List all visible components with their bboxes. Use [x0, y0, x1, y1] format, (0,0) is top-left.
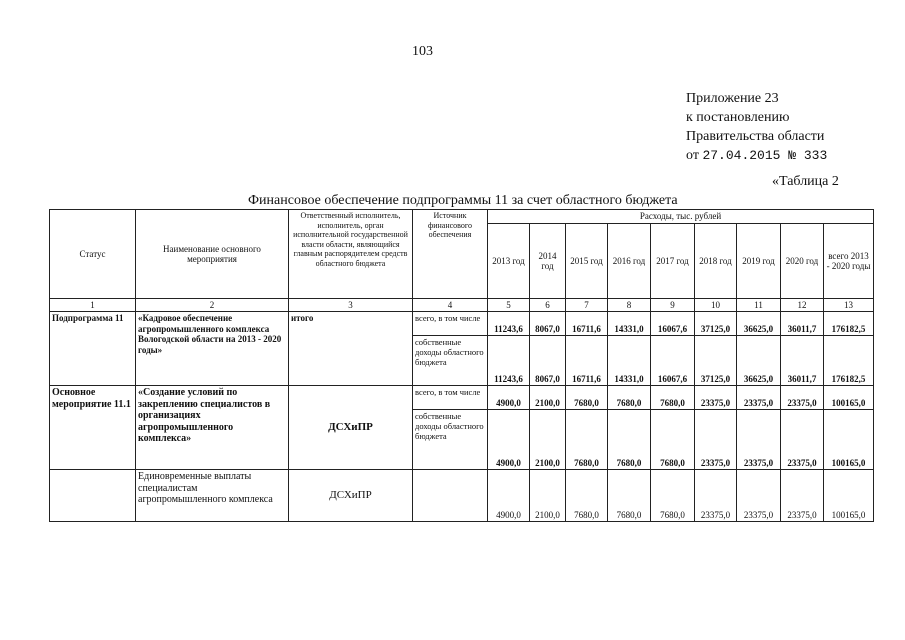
table-row [50, 386, 874, 410]
header-year-2017: 2017 год [651, 224, 695, 299]
row-executor: ДСХиПР [289, 470, 413, 522]
column-number: 6 [530, 299, 566, 312]
value-cell: 176182,5 [824, 336, 874, 386]
column-number: 13 [824, 299, 874, 312]
row-name: Единовременные выплаты специалистам агропромышленного комплекса [136, 470, 289, 522]
table-row [50, 470, 874, 522]
finance-table [49, 209, 874, 522]
row-executor: итого [289, 312, 413, 386]
page-number: 103 [412, 44, 433, 59]
header-name: Наименование основного мероприятия [136, 210, 289, 299]
value-cell: 23375,0 [695, 410, 737, 470]
value-cell: 23375,0 [737, 410, 781, 470]
row-name: «Создание условий по закреплению специалистов в организациях агропромышленного комплекса» [136, 386, 289, 470]
value-cell: 23375,0 [781, 470, 824, 522]
value-cell: 4900,0 [488, 386, 530, 410]
row-executor: ДСХиПР [289, 386, 413, 470]
row-name: «Кадровое обеспечение агропромышленного комплекса Вологодской области на 2013 - 2020 годы» [136, 312, 289, 386]
header-year-2020: 2020 год [781, 224, 824, 299]
value-cell: 2100,0 [530, 410, 566, 470]
value-cell: 36011,7 [781, 312, 824, 336]
column-number: 9 [651, 299, 695, 312]
column-number: 8 [608, 299, 651, 312]
row-source: собственные доходы областного бюджета [413, 336, 488, 386]
header-status: Статус [50, 210, 136, 299]
value-cell: 7680,0 [608, 386, 651, 410]
value-cell: 23375,0 [737, 386, 781, 410]
value-cell: 23375,0 [737, 470, 781, 522]
value-cell: 36625,0 [737, 336, 781, 386]
value-cell: 16067,6 [651, 312, 695, 336]
row-status: Подпрограмма 11 [50, 312, 136, 386]
column-number: 3 [289, 299, 413, 312]
header-year-2015: 2015 год [566, 224, 608, 299]
row-source [413, 470, 488, 522]
value-cell: 100165,0 [824, 410, 874, 470]
value-cell: 100165,0 [824, 470, 874, 522]
value-cell: 23375,0 [695, 470, 737, 522]
value-cell: 7680,0 [566, 470, 608, 522]
appendix-date-prefix: от [686, 148, 699, 163]
column-number: 10 [695, 299, 737, 312]
value-cell: 36625,0 [737, 312, 781, 336]
value-cell: 2100,0 [530, 470, 566, 522]
header-year-2019: 2019 год [737, 224, 781, 299]
value-cell: 4900,0 [488, 410, 530, 470]
column-number: 12 [781, 299, 824, 312]
table-label: «Таблица 2 [772, 174, 839, 189]
value-cell: 4900,0 [488, 470, 530, 522]
value-cell: 11243,6 [488, 336, 530, 386]
value-cell: 7680,0 [651, 410, 695, 470]
table-title: Финансовое обеспечение подпрограммы 11 за счет областного бюджета [248, 193, 678, 208]
header-year-2014: 2014 год [530, 224, 566, 299]
header-year-2013: 2013 год [488, 224, 530, 299]
value-cell: 23375,0 [781, 410, 824, 470]
value-cell: 11243,6 [488, 312, 530, 336]
header-executor: Ответственный исполнитель, исполнитель, орган исполнительной государственной власти области, являющийся главным распорядителем средств областного бюджета [289, 210, 413, 299]
row-status [50, 470, 136, 522]
value-cell: 23375,0 [781, 386, 824, 410]
column-number: 4 [413, 299, 488, 312]
column-number: 2 [136, 299, 289, 312]
value-cell: 7680,0 [608, 410, 651, 470]
appendix-line-2: к постановлению [686, 110, 790, 125]
header-total: всего 2013 - 2020 годы [824, 224, 874, 299]
value-cell: 100165,0 [824, 386, 874, 410]
column-number: 11 [737, 299, 781, 312]
appendix-date-value: 27.04.2015 № 333 [702, 148, 828, 163]
value-cell: 37125,0 [695, 312, 737, 336]
appendix-line-1: Приложение 23 [686, 91, 779, 106]
value-cell: 23375,0 [695, 386, 737, 410]
row-status: Основное мероприятие 11.1 [50, 386, 136, 470]
header-expenses: Расходы, тыс. рублей [488, 210, 874, 224]
value-cell: 16067,6 [651, 336, 695, 386]
header-year-2018: 2018 год [695, 224, 737, 299]
value-cell: 37125,0 [695, 336, 737, 386]
value-cell: 14331,0 [608, 312, 651, 336]
column-number: 5 [488, 299, 530, 312]
column-number: 1 [50, 299, 136, 312]
table-row [50, 312, 874, 336]
column-number-row [50, 299, 874, 312]
value-cell: 7680,0 [651, 470, 695, 522]
value-cell: 7680,0 [566, 386, 608, 410]
row-source: собственные доходы областного бюджета [413, 410, 488, 470]
row-source: всего, в том числе [413, 312, 488, 336]
appendix-block [686, 89, 827, 165]
appendix-date-line [686, 146, 827, 165]
value-cell: 7680,0 [608, 470, 651, 522]
value-cell: 7680,0 [566, 410, 608, 470]
header-source: Источник финансового обеспечения [413, 210, 488, 299]
value-cell: 8067,0 [530, 312, 566, 336]
appendix-line-3: Правительства области [686, 129, 825, 144]
row-source: всего, в том числе [413, 386, 488, 410]
value-cell: 2100,0 [530, 386, 566, 410]
value-cell: 176182,5 [824, 312, 874, 336]
header-year-2016: 2016 год [608, 224, 651, 299]
value-cell: 14331,0 [608, 336, 651, 386]
value-cell: 36011,7 [781, 336, 824, 386]
column-number: 7 [566, 299, 608, 312]
value-cell: 16711,6 [566, 336, 608, 386]
value-cell: 8067,0 [530, 336, 566, 386]
value-cell: 16711,6 [566, 312, 608, 336]
value-cell: 7680,0 [651, 386, 695, 410]
